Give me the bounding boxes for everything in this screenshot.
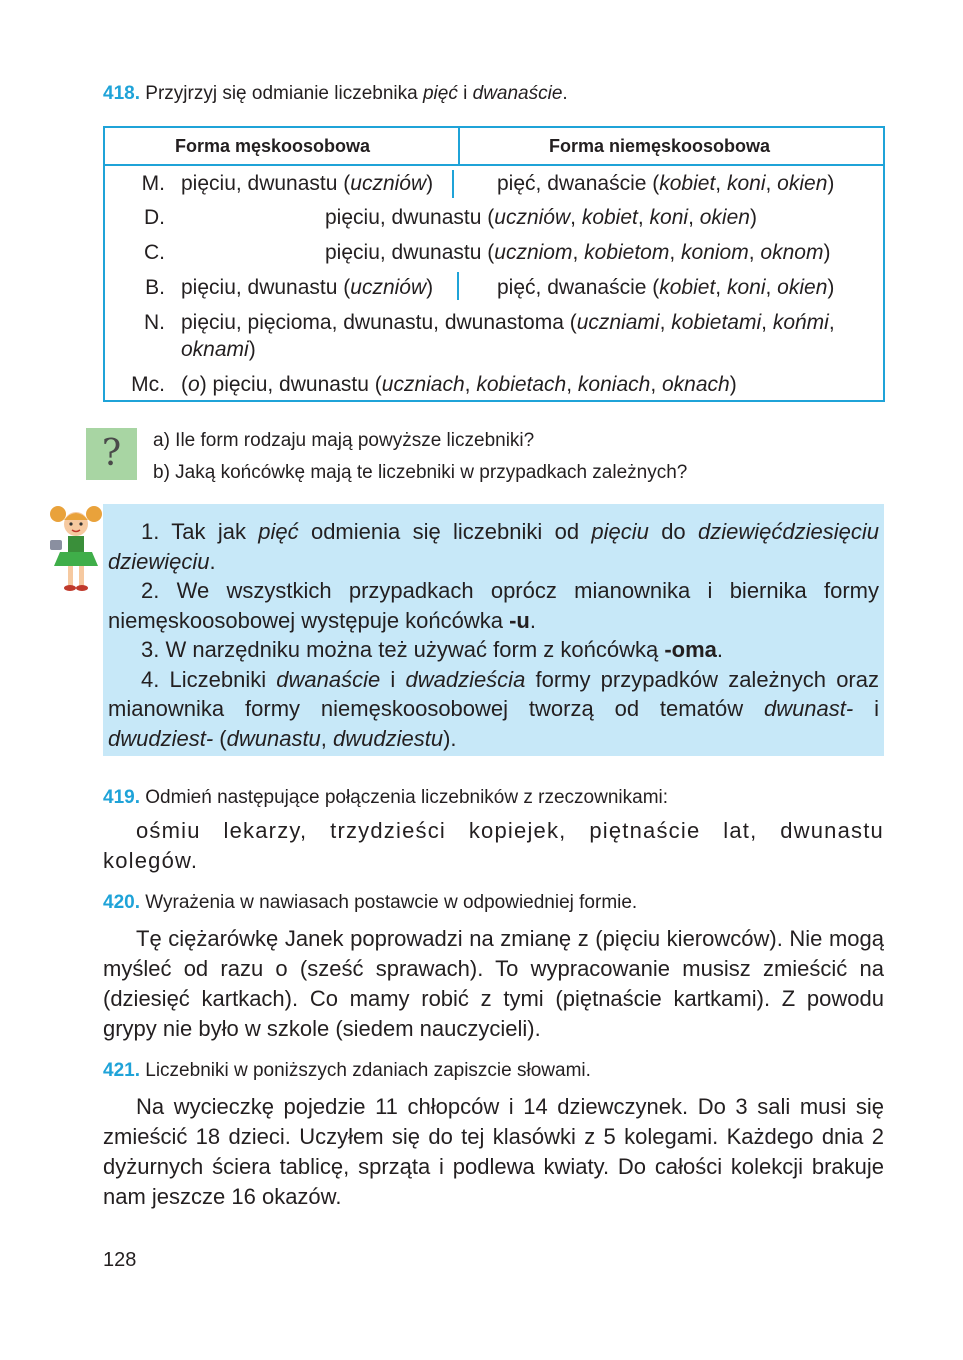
- rule-point-3: 3. W narzędniku można też używać form z końcówką -oma.: [141, 637, 724, 662]
- exercise-420-body: Tę ciężarówkę Janek poprowadzi na zmianę z (pięciu kierowców). Nie mogą myśleć od razu o (sześć sprawach). To wypracowanie musisz zmieścić na (dziesięć kartkach). Co mamy robić z tymi (piętnaście kartkami). Z powodu grypy nie było w szkole (siedem nauczycieli).: [103, 926, 884, 1041]
- case-label: M.: [141, 172, 165, 195]
- header-divider: [458, 128, 460, 164]
- cell-divider: [457, 272, 459, 300]
- case-label: B.: [145, 276, 165, 299]
- instruction-text: i: [457, 83, 473, 104]
- exercise-421-body: Na wycieczkę pojedzie 11 chłopców i 14 dziewczynek. Do 3 sali musi się zmieścić 18 dzieci. Uczyłem się do tej klasówki z 5 kolegami. Każdego dnia 2 dyżurnych ściera tablicę, sprząta i podlewa kwiaty. Do całości kolekcji brakuje nam jeszcze 16 okazów.: [103, 1094, 884, 1209]
- exercise-420-heading: [103, 891, 637, 915]
- rule-point-1: 1. Tak jak pięć odmienia się liczebniki od pięciu do dziewięćdziesięciu dziewięciu.: [108, 519, 879, 574]
- header-masculine-personal: Forma męskoosobowa: [175, 136, 371, 156]
- instruction-word: dwanaście: [472, 83, 563, 104]
- girl-illustration-icon: [48, 502, 106, 594]
- case-label: D.: [144, 206, 165, 229]
- instruction-text: .: [562, 83, 568, 104]
- rule-point-4: 4. Liczebniki dwanaście i dwadzieścia formy przypadków zależnych oraz mianownika formy niemęskoosobowej tworzą od tematów dwunast- i dwudziest- (dwunastu, dwudziestu).: [108, 666, 879, 751]
- header-non-masculine: Forma niemęskoosobowa: [549, 136, 771, 156]
- instruction-text: Odmień następujące połączenia liczebników z rzeczownikami:: [145, 787, 669, 808]
- rule-box: [103, 504, 884, 756]
- rule-point-2: 2. We wszystkich przypadkach oprócz mianownika i biernika formy niemęskoosobowej występuje końcówka -u.: [108, 578, 879, 633]
- exercise-number: 420.: [103, 892, 140, 913]
- instruction-text: Przyjrzyj się odmianie liczebnika: [145, 83, 423, 104]
- shared-form: pięciu, dwunastu (uczniom, kobietom, koniom, oknom): [325, 241, 831, 264]
- non-masculine-form: pięć, dwanaście (kobiet, koni, okien): [497, 276, 835, 299]
- exercise-418-heading: [103, 82, 568, 106]
- exercise-419-heading: [103, 786, 668, 810]
- case-label: C.: [144, 241, 165, 264]
- table-header: [105, 128, 883, 166]
- cell-divider: [452, 170, 454, 198]
- exercise-number: 421.: [103, 1060, 140, 1081]
- case-label: N.: [144, 311, 165, 334]
- instruction-text: Wyrażenia w nawiasach postawcie w odpowiedniej formie.: [145, 892, 638, 913]
- exercise-number: 419.: [103, 787, 140, 808]
- question-mark-icon: ?: [86, 428, 137, 480]
- shared-form: (o) pięciu, dwunastu (uczniach, kobietach, koniach, oknach): [181, 373, 737, 396]
- masculine-form: pięciu, dwunastu (uczniów): [181, 172, 434, 195]
- instruction-text: Liczebniki w poniższych zdaniach zapiszcie słowami.: [145, 1060, 591, 1081]
- page-number: 128: [103, 1249, 137, 1271]
- question-a: a) Ile form rodzaju mają powyższe liczebniki?: [153, 430, 535, 451]
- non-masculine-form: pięć, dwanaście (kobiet, koni, okien): [497, 172, 835, 195]
- case-label: Mc.: [131, 373, 165, 396]
- exercise-421-heading: [103, 1059, 591, 1083]
- shared-form: pięciu, dwunastu (uczniów, kobiet, koni, okien): [325, 206, 757, 229]
- instruction-word: pięć: [422, 83, 458, 104]
- declension-table: [103, 126, 885, 402]
- exercise-number: 418.: [103, 83, 140, 104]
- question-b: b) Jaką końcówkę mają te liczebniki w przypadkach zależnych?: [153, 462, 688, 483]
- shared-form: pięciu, pięcioma, dwunastu, dwunastoma (uczniami, kobietami, końmi, oknami): [181, 311, 835, 361]
- masculine-form: pięciu, dwunastu (uczniów): [181, 276, 434, 299]
- exercise-419-body: ośmiu lekarzy, trzydzieści kopiejek, piętnaście lat, dwunastu kolegów.: [103, 818, 884, 873]
